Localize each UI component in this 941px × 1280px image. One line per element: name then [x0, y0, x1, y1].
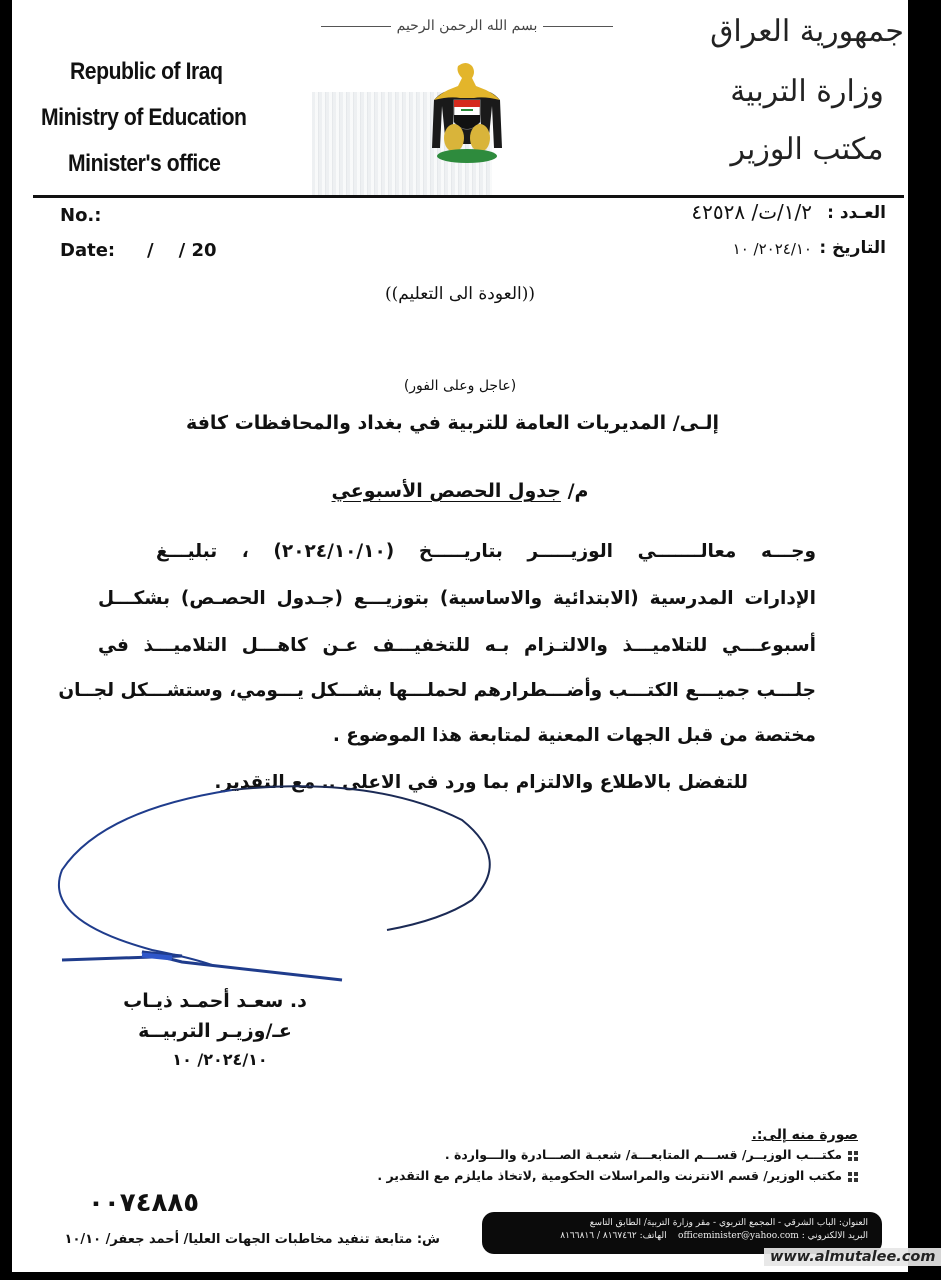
phone-label: الهاتف: — [639, 1231, 667, 1241]
footer-contacts — [496, 1231, 868, 1241]
date-template: / / 20 — [147, 240, 217, 261]
copy-item-text: مكتـــب الوزيــر/ قســـم المتابعـــة/ شعبـة الصـــادرة والـــواردة . — [444, 1147, 842, 1162]
subject-text: جدول الحصص الأسبوعي — [331, 480, 561, 502]
ref-value: ١/٢/ت/ ٤٢٥٢٨ — [691, 200, 812, 224]
closing-line: للتفضل بالاطلاع والالتزام بما ورد في الاعلى .. مع التقدير. — [214, 772, 748, 793]
signatory-title: عـ/وزيـر التربيــة — [138, 1020, 292, 1042]
body-line-4: جلـــب جميـــع الكتـــب وأضـــطرارهم لحملـــها بشـــكل يـــومي، وستشـــكل لجــان — [58, 680, 816, 701]
body-line-5: مختصة من قبل الجهات المعنية لمتابعة هذا الموضوع . — [332, 725, 816, 746]
body-line-2: الإدارات المدرسية (الابتدائية والاساسية) بتوزيـــع (جـدول الحصـص) بشكـــل — [98, 588, 816, 609]
basmala-stroke-left — [321, 26, 391, 27]
header-en-office: Minister's office — [68, 150, 221, 177]
signature-scribble — [42, 780, 512, 1020]
email-label: البريد الالكتروني : — [801, 1231, 868, 1241]
body-line-1: وجـــه معالـــــــي الوزيـــــر بتاريـــــخ (٢٠٢٤/١٠/١٠) ، تبليـــغ — [156, 541, 817, 562]
basmala-stroke-right — [543, 26, 613, 27]
header-en-republic: Republic of Iraq — [70, 58, 223, 85]
subject-prefix: م/ — [567, 480, 589, 502]
letter-page — [12, 0, 936, 1272]
subject — [12, 480, 908, 502]
serial-number: ٠٠٧٤٨٨٥ — [88, 1188, 200, 1218]
slogan: ((العودة الى التعليم)) — [384, 284, 536, 304]
drafting-initials: ش: متابعة تنفيد مخاطبات الجهات العليا/ أحمد جعفر/ ١٠/١٠ — [64, 1232, 440, 1247]
email-value: officeminister@yahoo.com — [678, 1231, 799, 1241]
copy-item-text: مكتب الوزير/ قسم الانترنت والمراسلات الحكومية ,لاتخاذ مايلزم مع التقدير . — [377, 1168, 842, 1183]
phone-values: ٨١٦٧٤٦٢ / ٨١٦٦٨١٦ — [560, 1231, 637, 1241]
signature-date: ٢٠٢٤/١٠/ ١٠ — [172, 1050, 268, 1069]
header-ar-office: مكتب الوزير — [730, 132, 884, 167]
no-label: No.: — [60, 205, 102, 226]
header-en-ministry: Ministry of Education — [41, 104, 247, 131]
header-divider — [33, 195, 904, 198]
copy-item-2 — [377, 1168, 858, 1183]
date-label: Date: — [60, 240, 116, 261]
basmala — [317, 18, 617, 34]
basmala-text: بسم الله الرحمن الرحيم — [396, 18, 538, 34]
bullet-grid-icon — [848, 1172, 858, 1182]
bullet-grid-icon — [848, 1151, 858, 1161]
recipient: إلـى/ المديريات العامة للتربية في بغداد والمحافظات كافة — [185, 412, 719, 434]
ref-label: العـدد : — [827, 203, 886, 223]
header-ar-ministry: وزارة التربية — [730, 74, 884, 109]
urgency-note: (عاجل وعلى الفور) — [403, 378, 517, 394]
iraq-emblem-eagle-icon — [424, 60, 510, 170]
body-line-3: أسبوعـــي للتلاميـــذ والالتـزام بـه للتخفيـــف عـن كاهـــل التلاميـــذ في — [98, 635, 816, 656]
date-ar-label: التاريخ : — [819, 238, 886, 258]
copies-heading: صورة منه إلى:. — [751, 1127, 858, 1143]
date-ar-value: ٢٠٢٤/١٠/ ١٠ — [732, 240, 812, 258]
website-watermark: www.almutalee.com — [764, 1248, 941, 1266]
copy-item-1 — [445, 1147, 858, 1162]
header-ar-republic: جمهورية العراق — [710, 14, 904, 49]
footer-address: العنوان: الباب الشرقي - المجمع التربوي - مقر وزارة التربية/ الطابق التاسع — [589, 1218, 868, 1228]
signatory-name: د. سعـد أحمـد ذيـاب — [123, 990, 307, 1012]
